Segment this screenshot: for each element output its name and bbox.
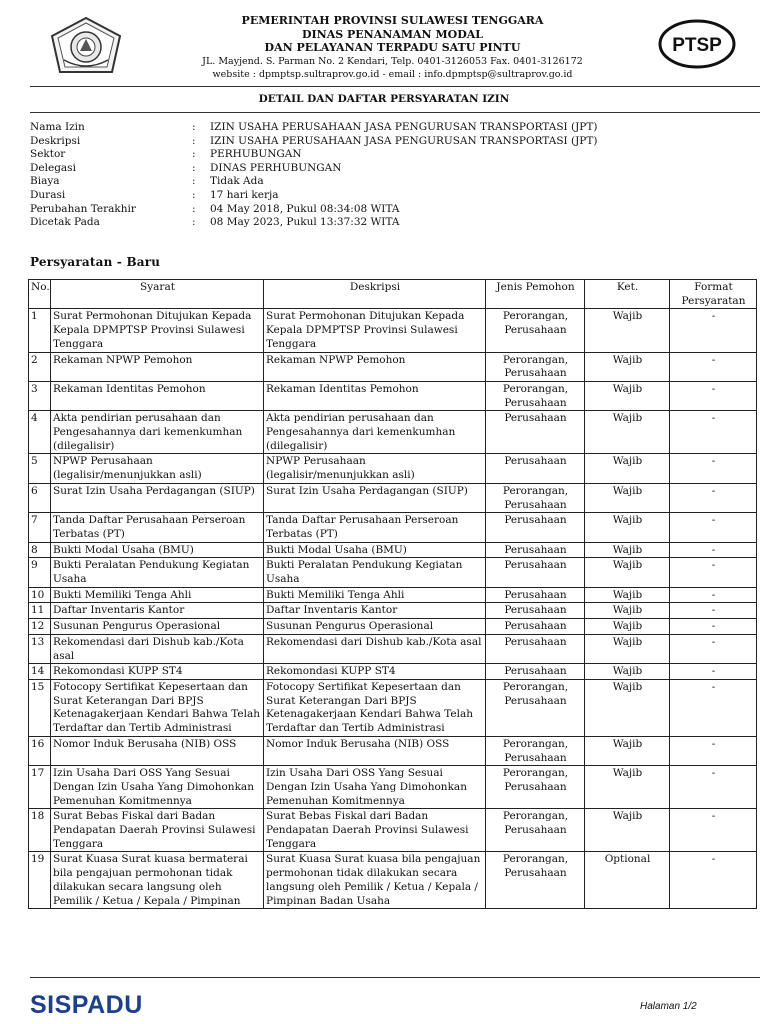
cell-format: -	[670, 454, 757, 483]
info-value: IZIN USAHA PERUSAHAAN JASA PENGURUSAN TRANSPORTASI (JPT)	[210, 134, 598, 147]
cell-jenis-pemohon: Perusahaan	[486, 558, 585, 587]
col-header-jenis-pemohon: Jenis Pemohon	[486, 280, 585, 309]
page-indicator: Halaman 1/2	[640, 1001, 697, 1012]
cell-ket: Wajib	[585, 454, 670, 483]
cell-no: 8	[29, 542, 51, 558]
cell-ket: Wajib	[585, 736, 670, 765]
cell-format: -	[670, 352, 757, 381]
cell-ket: Wajib	[585, 766, 670, 809]
cell-no: 18	[29, 809, 51, 852]
col-header-ket: Ket.	[585, 280, 670, 309]
cell-ket: Wajib	[585, 679, 670, 736]
cell-jenis-pemohon: Perusahaan	[486, 603, 585, 619]
info-value: IZIN USAHA PERUSAHAAN JASA PENGURUSAN TRANSPORTASI (JPT)	[210, 121, 598, 133]
cell-jenis-pemohon: Perusahaan	[486, 542, 585, 558]
cell-deskripsi: Rekomendasi dari Dishub kab./Kota asal	[264, 634, 486, 663]
agency-line-1: PEMERINTAH PROVINSI SULAWESI TENGGARA	[241, 14, 544, 27]
cell-ket: Wajib	[585, 664, 670, 680]
cell-syarat: Bukti Modal Usaha (BMU)	[51, 542, 264, 558]
col-header-deskripsi: Deskripsi	[264, 280, 486, 309]
info-label: Deskripsi	[30, 134, 81, 147]
info-value: PERHUBUNGAN	[210, 148, 302, 161]
cell-no: 11	[29, 603, 51, 619]
header-divider	[30, 86, 760, 87]
info-value: 08 May 2023, Pukul 13:37:32 WITA	[210, 216, 400, 229]
cell-deskripsi: Bukti Peralatan Pendukung Kegiatan Usaha	[264, 558, 486, 587]
cell-format: -	[670, 558, 757, 587]
info-colon: :	[192, 188, 196, 201]
cell-syarat: Rekaman NPWP Pemohon	[51, 352, 264, 381]
cell-format: -	[670, 587, 757, 603]
cell-jenis-pemohon: Perorangan, Perusahaan	[486, 352, 585, 381]
cell-deskripsi: Nomor Induk Berusaha (NIB) OSS	[264, 736, 486, 765]
province-emblem-icon	[50, 16, 122, 74]
cell-format: -	[670, 809, 757, 852]
cell-ket: Wajib	[585, 411, 670, 454]
cell-deskripsi: Susunan Pengurus Operasional	[264, 619, 486, 635]
cell-no: 7	[29, 513, 51, 542]
table-row	[29, 558, 757, 587]
table-header-row	[29, 280, 757, 309]
cell-no: 16	[29, 736, 51, 765]
table-row	[29, 766, 757, 809]
cell-jenis-pemohon: Perorangan, Perusahaan	[486, 852, 585, 909]
cell-no: 9	[29, 558, 51, 587]
cell-no: 13	[29, 634, 51, 663]
table-row	[29, 542, 757, 558]
cell-ket: Wajib	[585, 483, 670, 512]
info-label: Dicetak Pada	[30, 216, 100, 229]
cell-deskripsi: NPWP Perusahaan (legalisir/menunjukkan asli)	[264, 454, 486, 483]
agency-address: JL. Mayjend. S. Parman No. 2 Kendari, Telp. 0401-3126053 Fax. 0401-3126172	[202, 55, 583, 67]
cell-no: 12	[29, 619, 51, 635]
cell-deskripsi: Akta pendirian perusahaan dan Pengesahannya dari kemenkumhan (dilegalisir)	[264, 411, 486, 454]
cell-no: 2	[29, 352, 51, 381]
info-colon: :	[192, 202, 196, 215]
table-row	[29, 483, 757, 512]
cell-jenis-pemohon: Perusahaan	[486, 513, 585, 542]
info-colon: :	[192, 216, 196, 229]
cell-jenis-pemohon: Perorangan, Perusahaan	[486, 809, 585, 852]
agency-line-2: DINAS PENANAMAN MODAL	[301, 27, 484, 41]
cell-format: -	[670, 309, 757, 352]
table-row	[29, 411, 757, 454]
cell-format: -	[670, 513, 757, 542]
info-label: Sektor	[30, 148, 66, 161]
info-label: Durasi	[30, 188, 66, 201]
cell-ket: Wajib	[585, 603, 670, 619]
ptsp-logo-text: PTSP	[672, 35, 722, 56]
table-row	[29, 809, 757, 852]
cell-jenis-pemohon: Perusahaan	[486, 454, 585, 483]
cell-no: 14	[29, 664, 51, 680]
cell-syarat: Susunan Pengurus Operasional	[51, 619, 264, 635]
cell-ket: Wajib	[585, 558, 670, 587]
info-colon: :	[192, 121, 196, 133]
info-colon: :	[192, 148, 196, 161]
title-divider	[30, 112, 760, 113]
table-row	[29, 381, 757, 410]
info-label: Delegasi	[30, 161, 76, 174]
cell-format: -	[670, 483, 757, 512]
cell-syarat: Bukti Peralatan Pendukung Kegiatan Usaha	[51, 558, 264, 587]
cell-no: 6	[29, 483, 51, 512]
col-header-no: No.	[29, 280, 51, 309]
cell-jenis-pemohon: Perusahaan	[486, 587, 585, 603]
cell-deskripsi: Tanda Daftar Perusahaan Perseroan Terbatas (PT)	[264, 513, 486, 542]
cell-jenis-pemohon: Perorangan, Perusahaan	[486, 766, 585, 809]
cell-syarat: Surat Bebas Fiskal dari Badan Pendapatan Daerah Provinsi Sulawesi Tenggara	[51, 809, 264, 852]
table-row	[29, 679, 757, 736]
cell-no: 1	[29, 309, 51, 352]
cell-syarat: Akta pendirian perusahaan dan Pengesahannya dari kemenkumhan (dilegalisir)	[51, 411, 264, 454]
cell-syarat: Daftar Inventaris Kantor	[51, 603, 264, 619]
cell-syarat: Bukti Memiliki Tenga Ahli	[51, 587, 264, 603]
cell-ket: Wajib	[585, 619, 670, 635]
cell-ket: Wajib	[585, 352, 670, 381]
cell-no: 5	[29, 454, 51, 483]
info-label: Biaya	[30, 175, 60, 188]
cell-format: -	[670, 852, 757, 909]
document-title: DETAIL DAN DAFTAR PERSYARATAN IZIN	[258, 93, 510, 105]
table-row	[29, 454, 757, 483]
table-row	[29, 634, 757, 663]
cell-deskripsi: Surat Izin Usaha Perdagangan (SIUP)	[264, 483, 486, 512]
cell-format: -	[670, 381, 757, 410]
cell-syarat: Rekomendasi dari Dishub kab./Kota asal	[51, 634, 264, 663]
table-row	[29, 664, 757, 680]
info-value: Tidak Ada	[210, 175, 264, 188]
sispadu-logo: SISPADU	[30, 991, 143, 1019]
cell-syarat: Surat Kuasa Surat kuasa bermaterai bila pengajuan permohonan tidak dilakukan secara langsung oleh Pemilik / Ketua / Kepala / Pimpinan	[51, 852, 264, 909]
table-row	[29, 619, 757, 635]
cell-format: -	[670, 619, 757, 635]
cell-deskripsi: Surat Kuasa Surat kuasa bila pengajuan permohonan tidak dilakukan secara langsung oleh Pemilik / Ketua / Kepala / Pimpinan Badan Usaha	[264, 852, 486, 909]
cell-ket: Wajib	[585, 634, 670, 663]
agency-line-3: DAN PELAYANAN TERPADU SATU PINTU	[264, 41, 521, 55]
table-row	[29, 736, 757, 765]
cell-jenis-pemohon: Perusahaan	[486, 634, 585, 663]
cell-deskripsi: Fotocopy Sertifikat Kepesertaan dan Surat Keterangan Dari BPJS Ketenagakerjaan Kendari Bahwa Telah Terdaftar dan Tertib Administrasi	[264, 679, 486, 736]
cell-deskripsi: Izin Usaha Dari OSS Yang Sesuai Dengan Izin Usaha Yang Dimohonkan Pemenuhan Komitmennya	[264, 766, 486, 809]
cell-format: -	[670, 679, 757, 736]
info-colon: :	[192, 134, 196, 147]
cell-ket: Wajib	[585, 309, 670, 352]
cell-format: -	[670, 411, 757, 454]
table-row	[29, 513, 757, 542]
cell-deskripsi: Rekaman Identitas Pemohon	[264, 381, 486, 410]
cell-syarat: Surat Permohonan Ditujukan Kepada Kepala DPMPTSP Provinsi Sulawesi Tenggara	[51, 309, 264, 352]
cell-jenis-pemohon: Perorangan, Perusahaan	[486, 309, 585, 352]
col-header-syarat: Syarat	[51, 280, 264, 309]
cell-jenis-pemohon: Perusahaan	[486, 619, 585, 635]
cell-format: -	[670, 664, 757, 680]
info-label: Nama Izin	[30, 121, 85, 133]
cell-syarat: Tanda Daftar Perusahaan Perseroan Terbatas (PT)	[51, 513, 264, 542]
cell-no: 3	[29, 381, 51, 410]
info-colon: :	[192, 175, 196, 188]
cell-syarat: Fotocopy Sertifikat Kepesertaan dan Surat Keterangan Dari BPJS Ketenagakerjaan Kendari Bahwa Telah Terdaftar dan Tertib Administrasi	[51, 679, 264, 736]
ptsp-logo-icon	[657, 18, 737, 70]
info-colon: :	[192, 161, 196, 174]
cell-syarat: Surat Izin Usaha Perdagangan (SIUP)	[51, 483, 264, 512]
col-header-format: Format Persyaratan	[670, 280, 757, 309]
table-row	[29, 352, 757, 381]
cell-format: -	[670, 603, 757, 619]
info-value: 04 May 2018, Pukul 08:34:08 WITA	[210, 202, 400, 215]
info-label: Perubahan Terakhir	[30, 202, 136, 215]
footer-divider	[30, 977, 760, 978]
cell-syarat: NPWP Perusahaan (legalisir/menunjukkan asli)	[51, 454, 264, 483]
cell-deskripsi: Surat Bebas Fiskal dari Badan Pendapatan Daerah Provinsi Sulawesi Tenggara	[264, 809, 486, 852]
cell-ket: Wajib	[585, 381, 670, 410]
cell-syarat: Izin Usaha Dari OSS Yang Sesuai Dengan Izin Usaha Yang Dimohonkan Pemenuhan Komitmennya	[51, 766, 264, 809]
requirements-table	[28, 279, 757, 909]
cell-jenis-pemohon: Perorangan, Perusahaan	[486, 483, 585, 512]
cell-no: 19	[29, 852, 51, 909]
cell-jenis-pemohon: Perorangan, Perusahaan	[486, 679, 585, 736]
cell-no: 15	[29, 679, 51, 736]
cell-no: 4	[29, 411, 51, 454]
cell-ket: Wajib	[585, 513, 670, 542]
table-row	[29, 587, 757, 603]
cell-syarat: Rekomondasi KUPP ST4	[51, 664, 264, 680]
table-row	[29, 852, 757, 909]
cell-ket: Wajib	[585, 542, 670, 558]
cell-format: -	[670, 542, 757, 558]
letterhead	[0, 0, 768, 86]
cell-format: -	[670, 634, 757, 663]
cell-no: 10	[29, 587, 51, 603]
cell-ket: Optional	[585, 852, 670, 909]
cell-syarat: Rekaman Identitas Pemohon	[51, 381, 264, 410]
cell-no: 17	[29, 766, 51, 809]
agency-contact: website : dpmptsp.sultraprov.go.id - email : info.dpmptsp@sultraprov.go.id	[212, 69, 573, 81]
cell-ket: Wajib	[585, 587, 670, 603]
cell-jenis-pemohon: Perorangan, Perusahaan	[486, 736, 585, 765]
cell-deskripsi: Surat Permohonan Ditujukan Kepada Kepala DPMPTSP Provinsi Sulawesi Tenggara	[264, 309, 486, 352]
info-value: 17 hari kerja	[210, 188, 279, 201]
cell-deskripsi: Bukti Modal Usaha (BMU)	[264, 542, 486, 558]
cell-syarat: Nomor Induk Berusaha (NIB) OSS	[51, 736, 264, 765]
agency-heading	[140, 14, 645, 82]
cell-deskripsi: Rekaman NPWP Pemohon	[264, 352, 486, 381]
cell-ket: Wajib	[585, 809, 670, 852]
table-row	[29, 603, 757, 619]
cell-jenis-pemohon: Perorangan, Perusahaan	[486, 381, 585, 410]
table-row	[29, 309, 757, 352]
cell-deskripsi: Daftar Inventaris Kantor	[264, 603, 486, 619]
cell-jenis-pemohon: Perusahaan	[486, 411, 585, 454]
cell-deskripsi: Rekomondasi KUPP ST4	[264, 664, 486, 680]
cell-format: -	[670, 766, 757, 809]
cell-deskripsi: Bukti Memiliki Tenga Ahli	[264, 587, 486, 603]
cell-jenis-pemohon: Perusahaan	[486, 664, 585, 680]
info-value: DINAS PERHUBUNGAN	[210, 161, 342, 174]
cell-format: -	[670, 736, 757, 765]
section-heading: Persyaratan - Baru	[30, 255, 161, 269]
